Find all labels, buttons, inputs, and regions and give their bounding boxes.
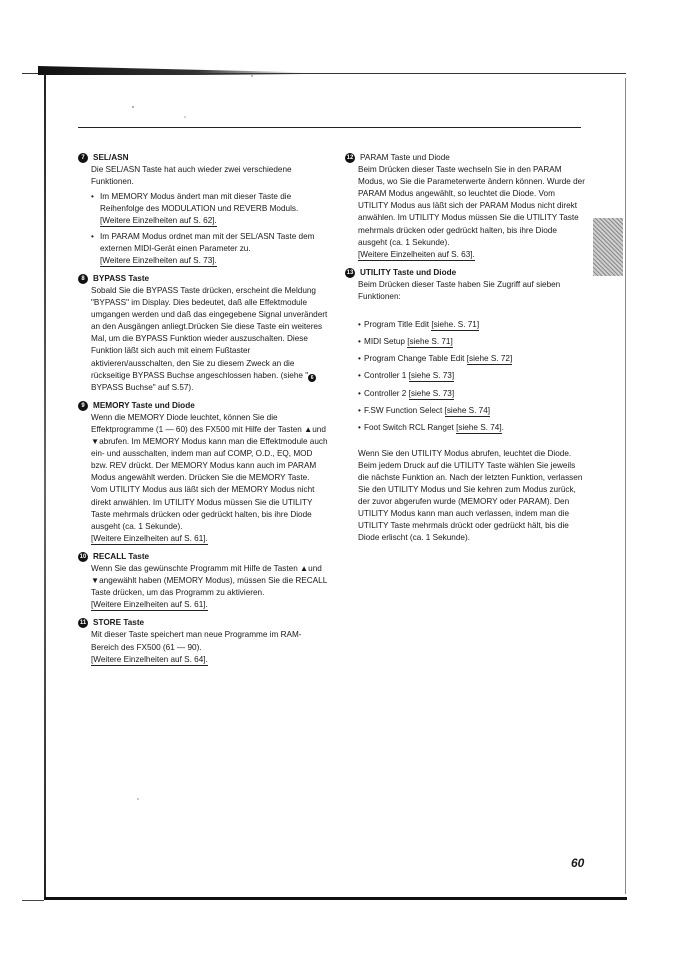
scan-corner-shadow <box>38 66 303 75</box>
section-number-badge: 13 <box>345 268 355 278</box>
header-rule <box>78 127 581 128</box>
section-edge-tab <box>593 218 623 276</box>
section-title: BYPASS Taste <box>93 273 150 283</box>
section-intro: Beim Drücken dieser Taste haben Sie Zugriff auf sieben Funktionen: <box>358 279 561 302</box>
section-recall <box>78 551 328 611</box>
section-number-badge: 7 <box>78 153 88 163</box>
section-title: PARAM Taste und Diode <box>360 153 450 162</box>
bullet-icon: • <box>358 422 361 432</box>
bullet-icon: • <box>358 320 361 330</box>
section-number-badge: 11 <box>78 618 88 628</box>
page-reference: [Weitere Einzelheiten auf S. 64]. <box>91 654 208 664</box>
list-item <box>358 353 585 365</box>
function-list <box>358 319 585 434</box>
function-tail: . <box>501 422 504 432</box>
section-body: Wenn die MEMORY Diode leuchtet, können Sie die Effektprogramme (1 — 60) des FX500 mit Hilfe der Tasten ▲und ▼abrufen. Im MEMORY Modus kann man die Effektmodule auch ein- und ausschalten, indem man auf COMP, O.D., EQ, MOD bzw. REV drückt. Der MEMORY Modus kann auch im PARAM Modus angewählt werden. Drücken Sie die MEMORY Taste. Vom UTILITY Modus aus läßt sich der MEMORY Modus nicht direkt anwählen. Im UTILITY Modus müssen Sie die UTILITY Taste mehrmals drücken oder gedrückt halten, bis ihre Diode ausgeht (ca. 1 Sekunde). <box>91 412 328 531</box>
left-column <box>78 152 328 672</box>
section-store <box>78 617 328 665</box>
bullet-icon: • <box>358 388 361 398</box>
section-body: Beim Drücken dieser Taste wechseln Sie in den PARAM Modus, wo Sie die Parameterwerte ändern können. Wurde der PARAM Modus angewählt, so leuchtet die Diode. Vom UTILITY Modus aus läßt sich der PARAM Modus nicht direkt anwählen. Im UTILITY Modus müssen Sie die UTILITY Taste mehrmals drücken oder gedrückt halten, bis ihre Diode ausgeht (ca. 1 Sekunde). <box>358 165 585 247</box>
bullet-icon: • <box>91 192 94 202</box>
page-reference: [siehe S. 73] <box>408 371 455 381</box>
section-utility <box>345 267 585 545</box>
page-reference: [Weitere Einzelheiten auf S. 61]. <box>91 533 208 543</box>
section-number-badge: 12 <box>345 153 355 163</box>
section-intro: Die SEL/ASN Taste hat auch wieder zwei verschiedene Funktionen. <box>91 165 292 187</box>
list-item <box>358 370 585 382</box>
scan-left-edge <box>44 74 46 900</box>
list-item <box>358 319 585 331</box>
right-column <box>345 152 585 551</box>
bullet-icon: • <box>358 405 361 415</box>
list-item <box>91 231 328 267</box>
function-name: Controller 2 <box>364 388 409 398</box>
list-item <box>358 422 585 434</box>
section-title: STORE Taste <box>93 618 145 628</box>
bullet-text: Im MEMORY Modus ändert man mit dieser Taste die Reihenfolge des MODULATION und REVERB Moduls. <box>100 192 299 214</box>
function-name: F.SW Function Select <box>364 405 445 415</box>
function-name: Program Change Table Edit <box>364 354 467 364</box>
page-number: 60 <box>571 856 585 870</box>
page-reference: [siehe S. 71] <box>407 337 453 347</box>
page-reference: [siehe S. 73] <box>408 388 455 398</box>
section-number-badge: 9 <box>78 401 88 411</box>
function-name: Foot Switch RCL Ranget <box>364 422 457 432</box>
page-reference: [siehe S. 74] <box>456 422 502 432</box>
scan-bottom-edge <box>44 897 627 900</box>
section-title: RECALL Taste <box>93 551 150 561</box>
section-param <box>345 152 585 261</box>
list-item <box>358 405 585 417</box>
section-bypass <box>78 273 328 394</box>
page-reference: [Weitere Einzelheiten auf S. 61]. <box>91 600 208 610</box>
page-reference: [siehe S. 74] <box>444 405 491 415</box>
inline-number-badge: 6 <box>308 374 316 382</box>
bullet-icon: • <box>91 231 94 241</box>
list-item <box>358 388 585 400</box>
page-reference: [siehe S. 72] <box>466 354 513 364</box>
section-body-tail: BYPASS Buchse" auf S.57). <box>91 382 194 392</box>
bullet-icon: • <box>358 354 361 364</box>
section-body: Wenn Sie das gewünschte Programm mit Hilfe de Tasten ▲und ▼angewählt haben (MEMORY Modus), müssen Sie die RECALL Taste drücken, um das Programm zu aktivieren. <box>91 564 327 598</box>
page-reference: [Weitere Einzelheiten auf S. 63]. <box>358 249 475 259</box>
function-name: MIDI Setup <box>364 337 408 347</box>
bullet-text: Im PARAM Modus ordnet man mit der SEL/ASN Taste dem externen MIDI-Gerät einen Parameter zu. <box>100 231 315 253</box>
scan-right-edge <box>625 78 626 894</box>
page-reference: [Weitere Einzelheiten auf S. 62]. <box>100 216 217 226</box>
section-body: Mit dieser Taste speichert man neue Programme im RAM-Bereich des FX500 (61 — 90). <box>91 630 302 652</box>
section-body: Sobald Sie die BYPASS Taste drücken, erscheint die Meldung "BYPASS" im Display. Dies bedeutet, daß alle Effektmodule umgangen werden und daß das eingegebene Signal unverändert an den Ausgängen anliegt.Drücken Sie diese Taste ein weiteres Mal, um die BYPASS Funktion wieder auszuschalten. Diese Funktion läßt sich auch mit einem Fußtaster aktivieren/ausschalten, den Sie zu diesem Zweck an die rückseitige BYPASS Buchse angeschlossen haben. (siehe " <box>91 285 328 380</box>
function-name: Controller 1 <box>364 371 409 381</box>
section-closing: Wenn Sie den UTILITY Modus abrufen, leuchtet die Diode. Beim jedem Druck auf die UTILITY Taste wählen Sie jeweils die nächste Funktion an. Nach der letzten Funktion, verlassen Sie den UTILITY Modus und Sie kehren zum Modus zurück, der zuvor abgerufen wurde (MEMORY oder PARAM). Den UTILITY Modus kann man auch verlassen, indem man die UTILITY Taste mehrmals drückt oder gedrückt hält, bis die Diode erlischt (ca. 1 Sekunde). <box>358 448 583 543</box>
function-name: Program Title Edit <box>364 320 432 330</box>
section-number-badge: 10 <box>78 552 88 562</box>
page-reference: [siehe. S. 71] <box>431 320 480 330</box>
section-title: MEMORY Taste und Diode <box>93 400 195 410</box>
bullet-icon: • <box>358 337 361 347</box>
scan-bottom-line <box>22 900 44 901</box>
page-reference: [Weitere Einzelheiten auf S. 73]. <box>100 255 217 265</box>
section-title: SEL/ASN <box>93 153 129 162</box>
list-item <box>91 191 328 227</box>
section-number-badge: 8 <box>78 274 88 284</box>
section-sel-asn <box>78 152 328 267</box>
list-item <box>358 336 585 348</box>
section-title: UTILITY Taste und Diode <box>360 267 457 277</box>
section-memory <box>78 400 328 545</box>
bullet-icon: • <box>358 371 361 381</box>
